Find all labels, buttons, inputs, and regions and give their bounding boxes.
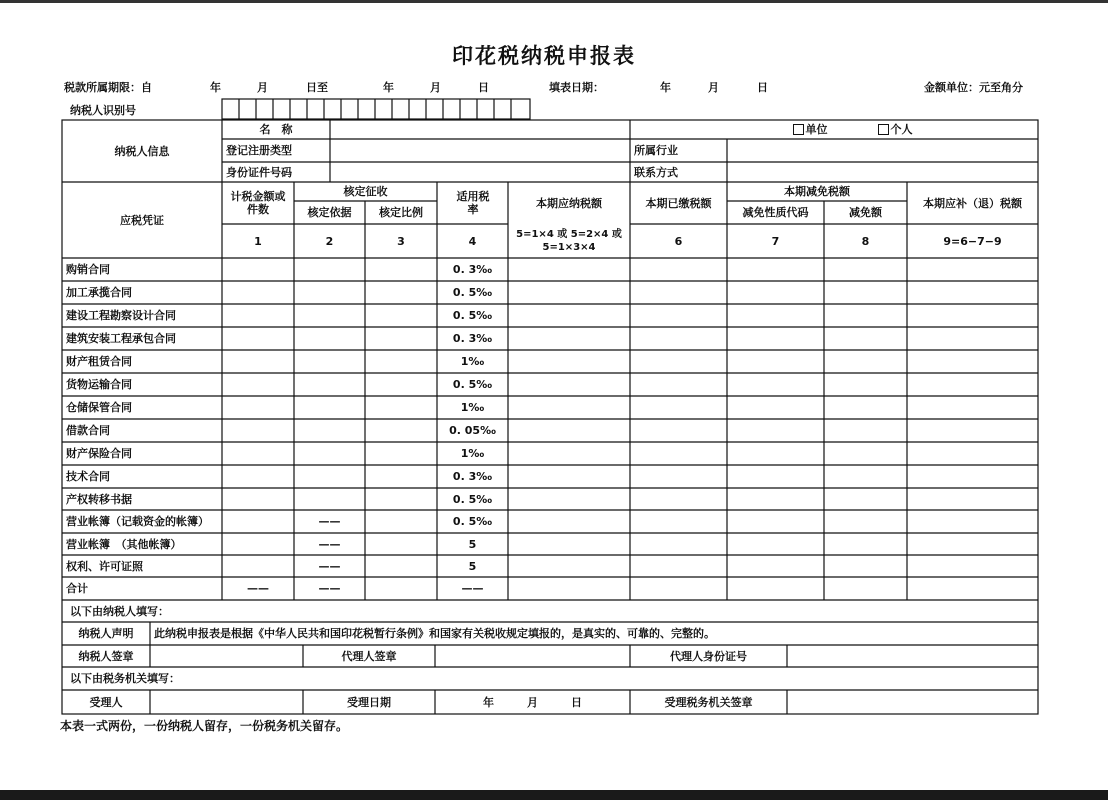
row-name: 营业帐簿（记载资金的帐簿） [66,515,209,528]
row-rate: 5 [468,559,477,573]
tax-office-section-intro: 以下由税务机关填写： [70,672,180,685]
row-rate: 0. 5‰ [452,515,493,528]
row-name: 建筑安装工程承包合同 [66,332,176,345]
period-year-from: 年 [210,81,221,94]
row-rate: 0. 5‰ [452,309,493,322]
office-seal-label: 受理税务机关签章 [664,695,753,709]
taxpayer-sign-label: 纳税人签章 [78,649,134,663]
basis-header: 核定依据 [307,206,352,219]
row-name: 技术合同 [66,470,110,483]
scan-top-edge [0,0,1108,3]
fill-date-month: 月 [708,81,719,94]
period-day-end: 日 [478,81,489,94]
declaration-label: 纳税人声明 [78,627,134,640]
unit-option-label: 单位 [805,123,828,136]
basis-na-dash: —— [318,559,341,573]
relief-header: 本期减免税额 [784,185,850,198]
relief-amount-header: 减免额 [849,206,882,219]
id-no-label: 身份证件号码 [226,165,292,179]
name-label: 名 称 [259,123,293,136]
row-name: 营业帐簿 （其他帐簿） [66,537,182,551]
ratio-header: 核定比例 [379,206,423,219]
person-option-label: 个人 [890,123,913,136]
row-rate: 1‰ [460,355,485,368]
industry-label: 所属行业 [634,144,678,157]
row-rate: 0. 5‰ [452,286,493,299]
row-rate: 0. 3‰ [452,470,493,483]
fill-date-day: 日 [757,81,768,94]
paid-header: 本期已缴税额 [645,196,712,210]
col-number: 8 [861,234,870,248]
period-day-to: 日至 [306,81,328,94]
col-number: 3 [397,234,405,248]
refund-header: 本期应补（退）税额 [923,196,1022,210]
row-name: 建设工程勘察设计合同 [66,309,176,322]
period-month-from: 月 [257,81,268,94]
declaration-text: 此纳税申报表是根据《中华人民共和国印花税暂行条例》和国家有关税收规定填报的，是真实的、可靠的、完整的。 [154,627,715,640]
relief-code-header: 减免性质代码 [742,206,809,219]
fill-date-label: 填表日期： [549,81,604,94]
row-name: 产权转移书据 [66,492,132,506]
taxpayer-info-label: 纳税人信息 [114,144,170,158]
total-rate-dash: —— [461,582,484,595]
agent-id-label: 代理人身份证号 [670,649,747,663]
payable-header: 本期应纳税额 [536,196,602,210]
row-name: 加工承揽合同 [66,286,132,299]
col-number: 6 [674,234,683,248]
row-rate: 0. 3‰ [452,263,493,276]
amount-unit: 金额单位：元至角分 [924,81,1023,94]
row-name: 财产保险合同 [66,447,132,460]
scan-bottom-edge [0,790,1108,800]
receive-date-value: 年 月 日 [483,695,582,709]
period-month-to: 月 [430,81,441,94]
receive-date-label: 受理日期 [347,695,391,709]
taxpayer-section-intro: 以下由纳税人填写： [70,604,169,618]
col-number: 7 [771,234,780,248]
row-rate: 1‰ [460,401,485,414]
agent-sign-label: 代理人签章 [341,649,397,663]
footer-note: 本表一式两份，一份纳税人留存，一份税务机关留存。 [60,719,349,733]
col-number: 2 [325,234,334,248]
row-name: 借款合同 [66,424,110,437]
row-rate: 0. 3‰ [452,332,493,345]
row-rate: 1‰ [460,447,485,460]
person-option[interactable] [845,120,945,139]
period-label: 税款所属期限：自 [64,81,152,94]
row-rate: 5 [468,537,477,551]
contact-label: 联系方式 [634,165,678,179]
reg-type-label: 登记注册类型 [226,144,292,157]
row-name: 仓储保管合同 [66,401,132,414]
basis-na-dash: —— [318,515,341,528]
col-number-formula: 9=6−7−9 [943,234,1002,248]
verified-header: 核定征收 [343,185,388,198]
row-name: 权利、许可证照 [66,559,143,573]
row-name: 财产租赁合同 [66,355,132,368]
fill-date-year: 年 [660,81,671,94]
total-basis-dash: —— [318,582,341,595]
row-name: 货物运输合同 [66,378,132,391]
row-rate: 0. 05‰ [449,424,496,437]
taxpayer-id-label: 纳税人识别号 [70,104,136,117]
amount-or-count-header: 计税金额或件数 [230,190,286,216]
total-amount-dash: —— [247,582,269,595]
voucher-header: 应税凭证 [120,213,164,227]
row-rate: 0. 5‰ [452,492,493,506]
col-number-formula: 5=1×4 或 5=2×4 或 5=1×3×4 [516,229,622,253]
basis-na-dash: —— [318,537,341,551]
row-rate: 0. 5‰ [452,378,493,391]
person-checkbox[interactable] [878,124,889,135]
total-row-name: 合计 [66,582,88,595]
col-number: 4 [468,234,477,248]
receiver-label: 受理人 [89,695,123,709]
form-title: 印花税纳税申报表 [452,43,636,68]
rate-header: 适用税率 [456,190,490,216]
col-number: 1 [254,234,262,248]
unit-checkbox[interactable] [793,124,804,135]
period-year-to: 年 [383,81,394,94]
row-name: 购销合同 [66,263,110,276]
